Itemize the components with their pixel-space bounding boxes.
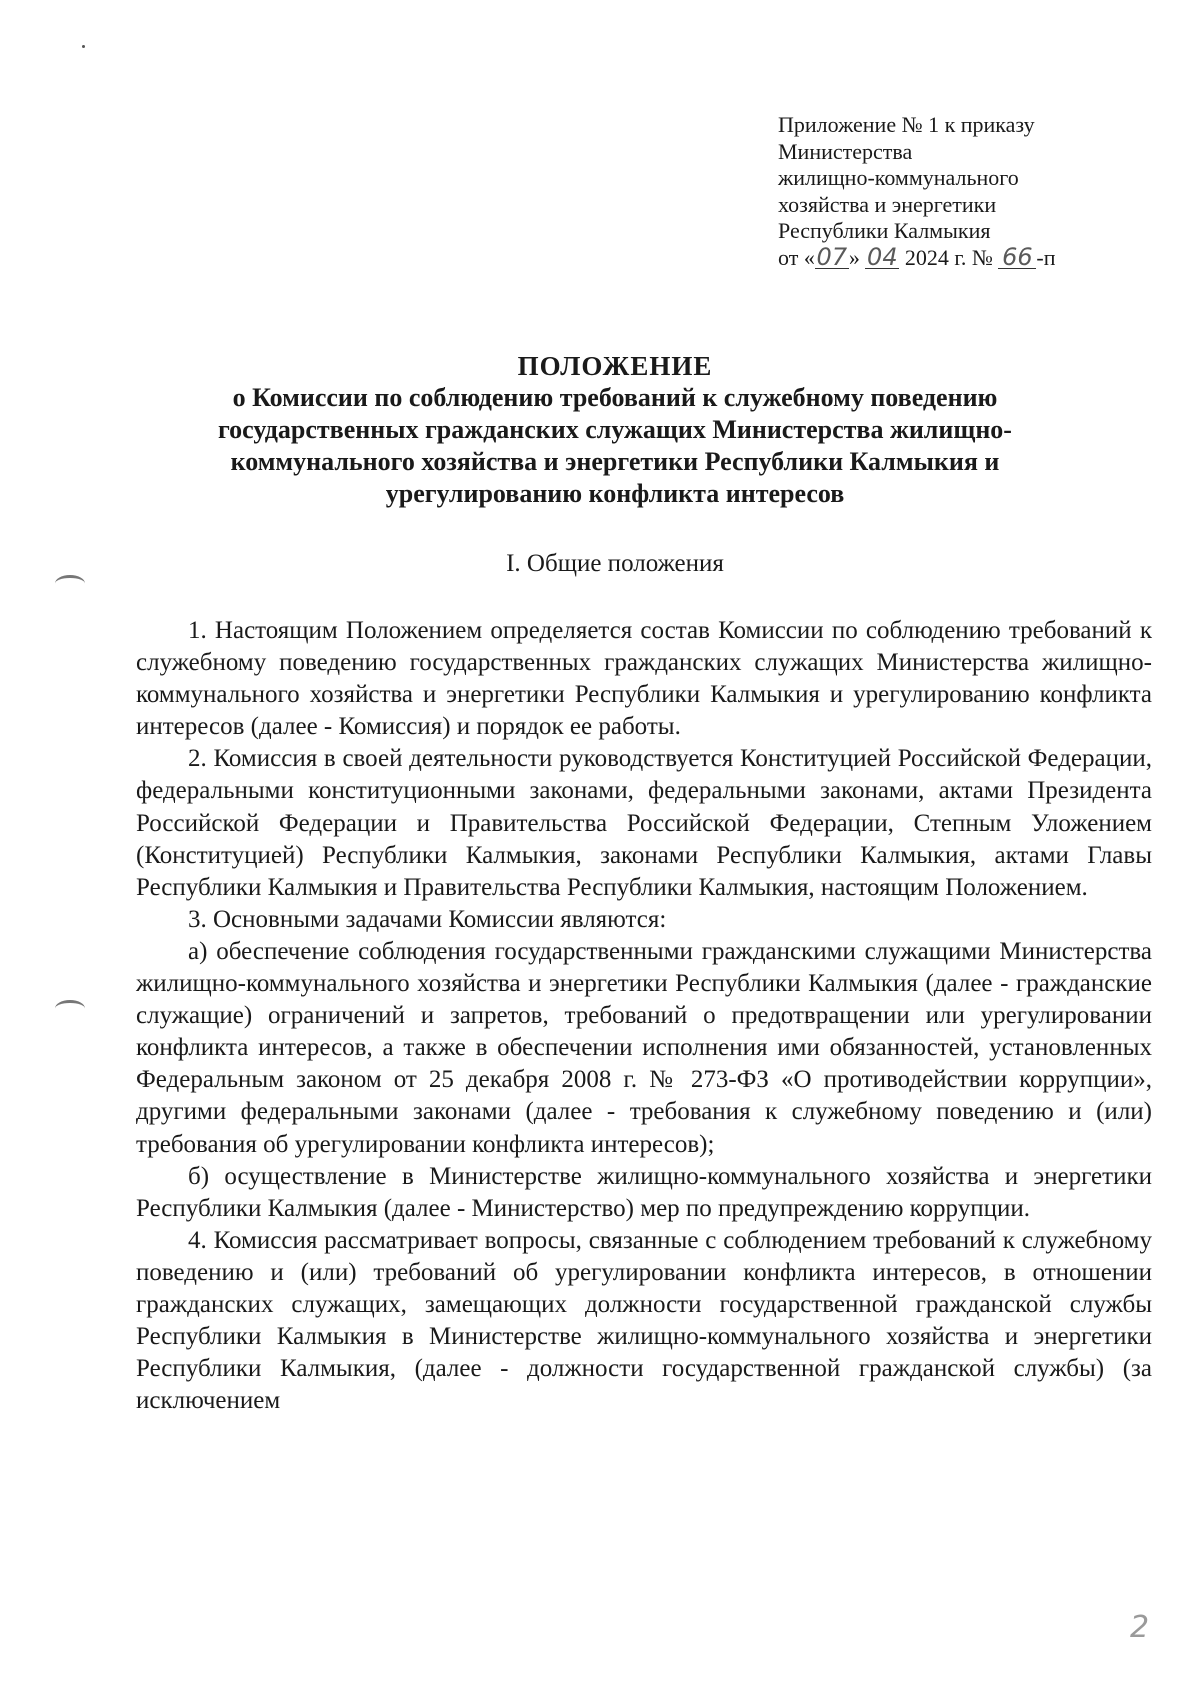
appendix-line: жилищно-коммунального <box>778 165 1019 190</box>
scan-speck <box>82 45 85 48</box>
paragraph-4: 4. Комиссия рассматривает вопросы, связанные с соблюдением требований к служебному поведению и (или) требований об урегулировании конфликта интересов, в отношении гражданских служащих, замещающих должности государственной гражданской службы Республики Калмыкия в Министерстве жилищно-коммунального хозяйства и энергетики Республики Калмыкия, (далее - должности государственной гражданской службы) (за исключением <box>136 1226 1152 1415</box>
paragraph-2: 2. Комиссия в своей деятельности руководствуется Конституцией Российской Федерации, федеральными конституционными законами, федеральными законами, актами Президента Российской Федерации и Правительства Российской Федерации, Степным Уложением (Конституцией) Республики Калмыкия, законами Республики Калмыкия, актами Главы Республики Калмыкия и Правительства Республики Калмыкия, настоящим Положением. <box>136 745 1152 901</box>
handwritten-order-number: 66 <box>998 246 1036 269</box>
order-date-line <box>778 242 1098 272</box>
date-year: 2024 г. № <box>899 244 999 270</box>
paragraph-3a: а) обеспечение соблюдения государственными гражданскими служащими Министерства жилищно-коммунального хозяйства и энергетики Республики Калмыкия (далее - гражданские служащие) ограничений и запретов, требований о предотвращении или урегулировании конфликта интересов, а также в обеспечении исполнения ими обязанностей, установленных Федеральным законом от 25 декабря 2008 г. № 273-ФЗ «О противодействии коррупции», другими федеральными законами (далее - требования к служебному поведению и (или) требования об урегулировании конфликта интересов); <box>136 937 1152 1158</box>
title-line: о Комиссии по соблюдению требований к служебному поведению <box>232 383 998 412</box>
appendix-line: хозяйства и энергетики <box>778 191 997 217</box>
number-suffix: -п <box>1036 244 1056 270</box>
handwritten-month: 04 <box>867 242 898 271</box>
title-main: ПОЛОЖЕНИЕ <box>517 351 713 381</box>
document-body <box>136 615 1152 1417</box>
punch-hole-mark <box>55 575 85 592</box>
document-title <box>150 350 1080 510</box>
appendix-line: Республики Калмыкия <box>778 218 991 243</box>
handwritten-day: 07 <box>816 242 848 271</box>
title-line: государственных гражданских служащих Министерства жилищно- <box>218 415 1012 444</box>
appendix-line: Министерства <box>778 138 913 164</box>
appendix-header <box>778 112 1098 271</box>
page-number: 2 <box>1130 1610 1150 1645</box>
paragraph-3b: б) осуществление в Министерстве жилищно-коммунального хозяйства и энергетики Республики Калмыкия (далее - Министерство) мер по предупреждению коррупции. <box>136 1162 1152 1222</box>
appendix-line: Приложение № 1 к приказу <box>778 112 1035 137</box>
title-line: коммунального хозяйства и энергетики Республики Калмыкия и <box>230 447 1000 476</box>
paragraph-1: 1. Настоящим Положением определяется состав Комиссии по соблюдению требований к служебному поведению государственных гражданских служащих Министерства жилищно-коммунального хозяйства и энергетики Республики Калмыкия и урегулированию конфликта интересов (далее - Комиссия) и порядок ее работы. <box>136 617 1152 741</box>
punch-hole-mark <box>55 1000 85 1017</box>
date-prefix: от « <box>778 244 815 270</box>
section-heading: I. Общие положения <box>506 550 724 577</box>
paragraph-3: 3. Основными задачами Комиссии являются: <box>188 905 667 933</box>
date-mid: » <box>848 244 866 270</box>
title-line: урегулированию конфликта интересов <box>385 479 845 508</box>
